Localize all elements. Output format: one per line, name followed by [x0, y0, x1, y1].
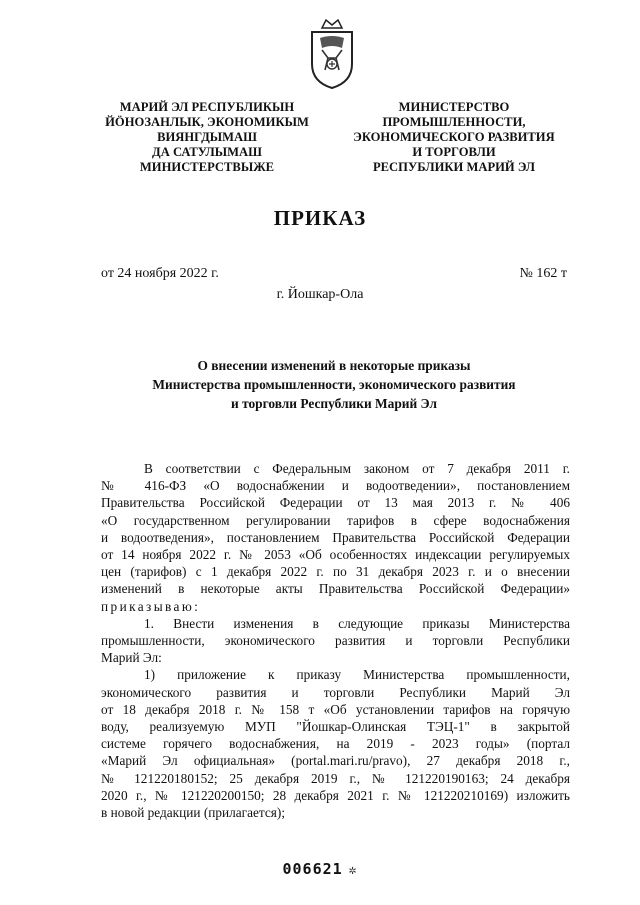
ministry-name-mari: [92, 100, 322, 175]
body-line: Марий Эл:: [101, 650, 162, 666]
body-line: и водоотведения», постановлением Правительства Российской Федерации: [101, 529, 570, 545]
serial-mark-icon: ✲: [348, 863, 358, 878]
header-line: ЭКОНОМИЧЕСКОГО РАЗВИТИЯ: [353, 130, 555, 144]
header-line: МИНИСТЕРСТВЫЖЕ: [139, 160, 275, 174]
subject-line: Министерства промышленности, экономического развития: [152, 377, 516, 392]
header-line: РЕСПУБЛИКИ МАРИЙ ЭЛ: [372, 160, 536, 174]
body-line: воду, реализуемую МУП "Йошкар-Олинская ТЭЦ-1" в закрытой: [101, 719, 570, 735]
body-line: экономического развития и торговли Республики Марий Эл: [101, 684, 570, 700]
document-number: № 162 т: [519, 266, 567, 281]
header-line: И ТОРГОВЛИ: [412, 145, 496, 159]
document-date: от 24 ноября 2022 г.: [101, 266, 219, 281]
body-line: промышленности, экономического развития и торговли Республики: [101, 633, 570, 649]
header-line: МАРИЙ ЭЛ РЕСПУБЛИКЫН: [119, 100, 295, 114]
document-subject: [100, 356, 568, 413]
header-line: ВИЯНГДЫМАШ: [157, 130, 257, 144]
document-title: ПРИКАЗ: [273, 206, 367, 230]
body-line: цен (тарифов) с 1 декабря 2022 г. по 31 декабря 2023 г. и о внесении: [101, 564, 570, 580]
subject-line: и торговли Республики Марий Эл: [231, 396, 437, 411]
body-line: № 416-ФЗ «О водоснабжении и водоотведении», постановлением: [101, 478, 570, 494]
body-line: Правительства Российской Федерации от 13 мая 2013 г. № 406: [101, 495, 570, 511]
header-line: ЙÖНОЗАНЛЫК, ЭКОНОМИКЫМ: [105, 115, 309, 129]
document-city: г. Йошкар-Ола: [276, 287, 364, 302]
body-line: приказываю:: [101, 598, 201, 614]
body-line: в новой редакции (прилагается);: [101, 805, 286, 821]
body-line: 1) приложение к приказу Министерства промышленности,: [144, 667, 570, 683]
header-line: ПРОМЫШЛЕННОСТИ,: [382, 115, 526, 129]
body-line: «О государственном регулировании тарифов в сфере водоснабжения: [101, 512, 570, 528]
body-line: системе горячего водоснабжения, на 2019 - 2023 годы» (портал: [101, 736, 570, 752]
header-line: МИНИСТЕРСТВО: [398, 100, 510, 114]
header-line: ДА САТУЛЫМАШ: [152, 145, 262, 159]
document-body: [101, 460, 570, 821]
form-serial-number: [0, 860, 640, 878]
body-line: «Марий Эл официальная» (portal.mari.ru/pravo), 27 декабря 2018 г.,: [101, 753, 570, 769]
body-line: изменений в некоторые акты Правительства Российской Федерации»: [101, 581, 570, 597]
subject-line: О внесении изменений в некоторые приказы: [197, 358, 471, 373]
body-line: от 14 ноября 2022 г. № 2053 «Об особенностях индексации регулируемых: [101, 547, 570, 563]
body-line: № 121220180152; 25 декабря 2019 г., № 121220190163; 24 декабря: [101, 770, 570, 786]
body-line: от 18 декабря 2018 г. № 158 т «Об установлении тарифов на горячую: [101, 701, 570, 717]
coat-of-arms-icon: [308, 18, 356, 90]
body-line: 2020 г., № 121220200150; 28 декабря 2021 г. № 121220210169) изложить: [101, 787, 570, 803]
body-line: 1. Внести изменения в следующие приказы Министерства: [144, 615, 570, 631]
ministry-name-russian: [338, 100, 570, 175]
body-line: В соответствии с Федеральным законом от 7 декабря 2011 г.: [144, 461, 570, 476]
serial-code: 006621: [282, 860, 343, 878]
